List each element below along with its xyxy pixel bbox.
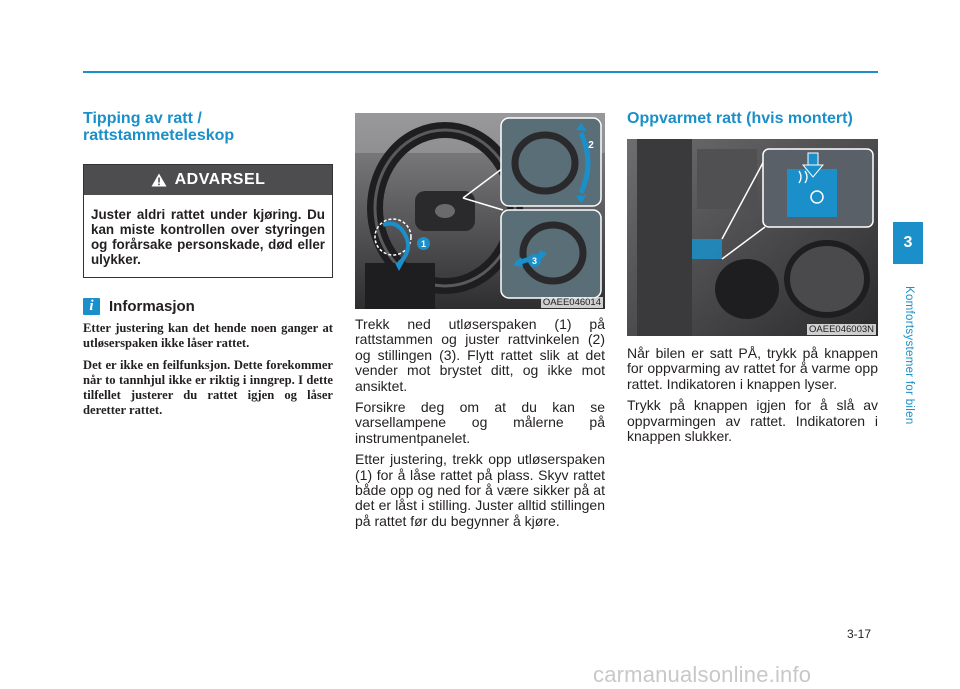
- middle-column: [355, 113, 605, 535]
- figure-code: OAEE046014: [542, 297, 601, 308]
- section-heading-tilt: Tipping av ratt / rattstammeteleskop: [83, 110, 235, 144]
- callout-3: 3: [528, 254, 541, 267]
- body-paragraph: Etter justering, trekk opp utløserspaken (1) for å låse rattet på plass. Skyv rattet både opp og ned for å være sikker på at det er låst i stilling. Juster alltid stillingen på rattet før du begynner å kjøre.: [355, 451, 605, 529]
- right-column: [627, 110, 878, 450]
- body-paragraph: Trekk ned utløserspaken (1) på rattstammen og juster rattvinkelen (2) og stillingen (3). Flytt rattet slik at det vender mot brystet ditt, og ikke mot ansiktet.: [355, 316, 605, 394]
- top-rule: [83, 71, 878, 73]
- info-icon: i: [83, 298, 100, 315]
- page-number: 3-17: [847, 627, 872, 641]
- info-heading: [83, 298, 333, 315]
- callout-1: 1: [417, 237, 430, 250]
- console-illustration: [627, 139, 878, 336]
- info-text: [83, 321, 333, 419]
- left-column: [83, 110, 333, 419]
- steering-wheel-figure: [355, 113, 605, 309]
- chapter-label-text: Komfortsystemer for bilen: [903, 285, 915, 425]
- steering-instructions: [355, 317, 605, 529]
- steering-wheel-illustration: [355, 113, 605, 309]
- chapter-label: [897, 270, 921, 440]
- heated-wheel-instructions: [627, 346, 878, 444]
- body-paragraph: Når bilen er satt PÅ, trykk på knappen for oppvarming av rattet for å varme opp rattet. Indikatoren i knappen lyser.: [627, 345, 878, 392]
- body-paragraph: Forsikre deg om at du kan se varsellampene og målerne på instrumentpanelet.: [355, 399, 605, 446]
- section-heading-heated-wheel: Oppvarmet ratt (hvis montert): [627, 110, 853, 127]
- warning-triangle-icon: [151, 173, 167, 187]
- figure-code: OAEE046003N: [809, 324, 874, 335]
- warning-title: ADVARSEL: [174, 171, 266, 188]
- heated-wheel-figure: [627, 139, 878, 336]
- warning-text: Juster aldri rattet under kjøring. Du kan miste kontrollen over styringen og forårsake personskade, død eller ulykker.: [91, 207, 325, 267]
- info-paragraph: Det er ikke en feilfunksjon. Dette forekommer når to tannhjul ikke er riktig i inngrep. I dette tilfellet justerer du rattet igjen og låser deretter rattet.: [83, 357, 333, 418]
- warning-box: [83, 164, 333, 278]
- callout-2: 2: [588, 140, 594, 151]
- info-title: Informasjon: [109, 298, 195, 315]
- warning-header: [84, 165, 332, 195]
- watermark: carmanualsonline.info: [593, 662, 812, 687]
- chapter-tab: 3: [893, 222, 923, 264]
- info-paragraph: Etter justering kan det hende noen ganger at utløserspaken ikke låser rattet.: [83, 321, 333, 351]
- body-paragraph: Trykk på knappen igjen for å slå av oppvarmingen av rattet. Indikatoren i knappen slukker.: [627, 397, 878, 445]
